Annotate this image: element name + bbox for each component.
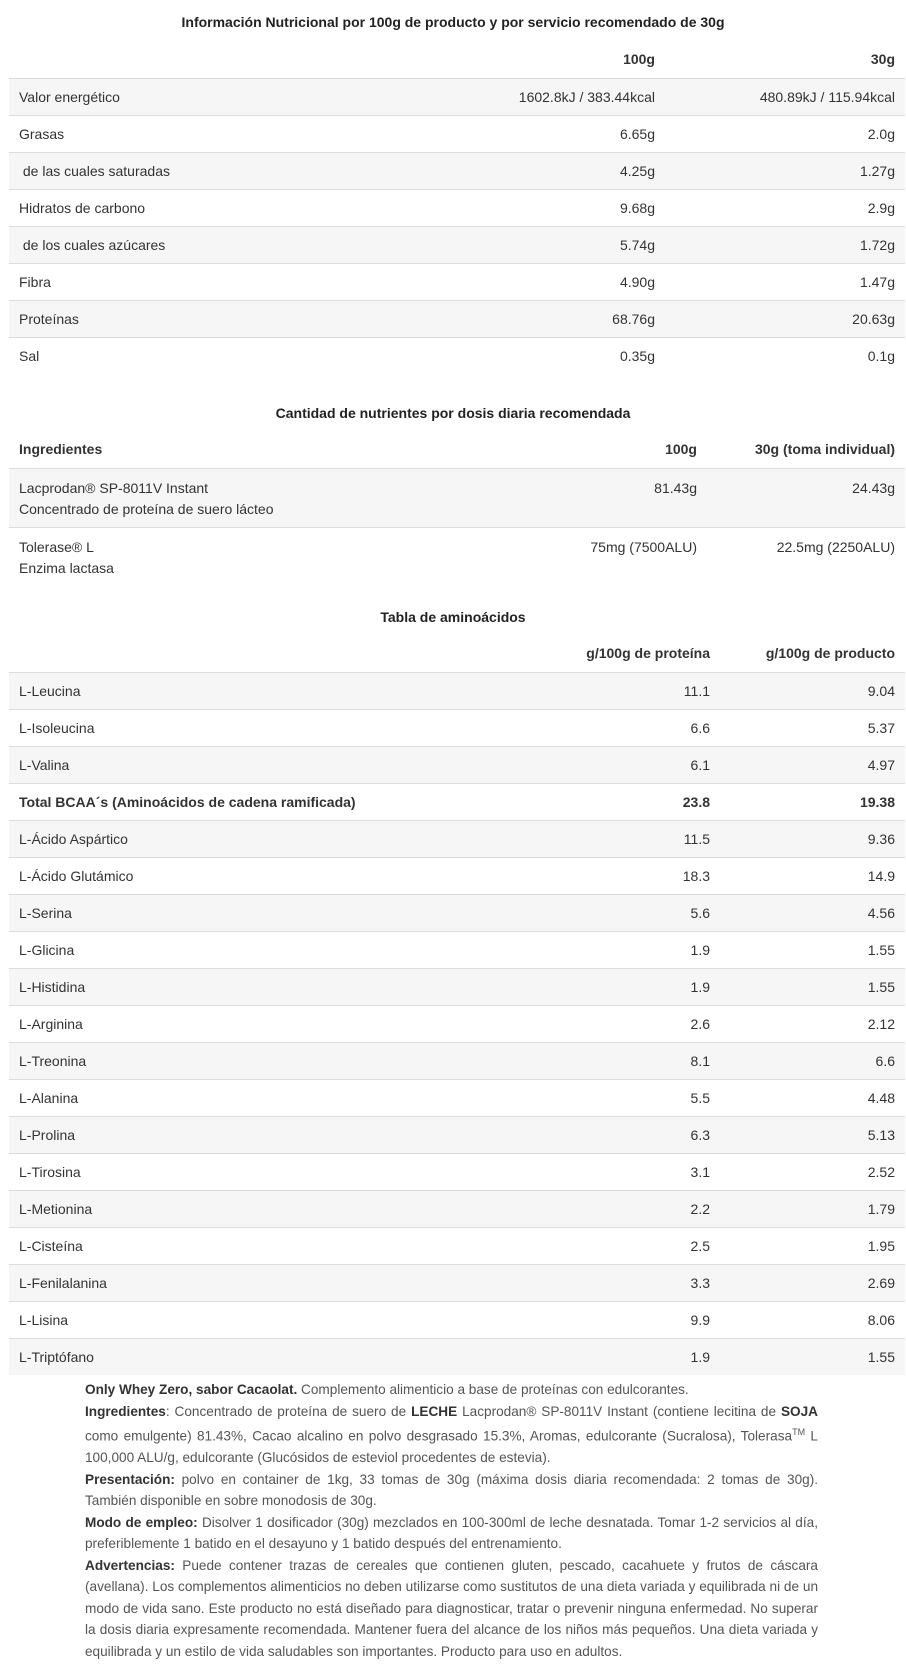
nutrition-row (9, 152, 905, 189)
nutrition-row (9, 115, 905, 152)
presentation-text: polvo en container de 1kg, 33 tomas de 30g (máxima dosis diaria recomendada: 2 tomas de 30g). También disponible en sobre monodosis de 30g. (85, 1471, 818, 1509)
amino-value-product: 8.06 (720, 1301, 905, 1338)
daily-table (9, 431, 905, 586)
presentation-paragraph (85, 1469, 818, 1512)
nutrient-name: Sal (9, 337, 429, 374)
ingredients-text-1: : Concentrado de proteína de suero de (165, 1403, 412, 1419)
product-text: Complemento alimenticio a base de proteínas con edulcorantes. (297, 1382, 689, 1397)
amino-value-protein: 5.6 (514, 894, 720, 931)
nutrient-value-100g: 9.68g (429, 189, 665, 226)
amino-value-protein: 1.9 (514, 1338, 720, 1375)
amino-total-row (9, 783, 905, 820)
nutrient-value-30g: 1.47g (665, 263, 905, 300)
amino-row (9, 820, 905, 857)
amino-value-protein: 9.9 (514, 1301, 720, 1338)
amino-row (9, 672, 905, 709)
nutrition-body (9, 78, 905, 374)
amino-name: L-Tirosina (9, 1153, 514, 1190)
amino-body (9, 672, 905, 1375)
product-notes (85, 1379, 818, 1662)
amino-value-protein: 1.9 (514, 968, 720, 1005)
presentation-label: Presentación: (85, 1471, 175, 1487)
daily-col-ingredients: Ingredientes (19, 441, 103, 458)
amino-value-product: 14.9 (720, 857, 905, 894)
nutrient-name: de las cuales saturadas (9, 152, 429, 189)
nutrient-value-30g: 2.9g (665, 189, 905, 226)
warnings-label: Advertencias: (85, 1557, 175, 1573)
amino-row (9, 746, 905, 783)
amino-value-protein: 2.6 (514, 1005, 720, 1042)
product-name: Only Whey Zero, sabor Cacaolat. (85, 1382, 298, 1397)
amino-row (9, 968, 905, 1005)
nutrition-header-row (9, 40, 905, 78)
amino-value-product: 1.55 (720, 931, 905, 968)
amino-name: L-Alanina (9, 1079, 514, 1116)
amino-row (9, 709, 905, 746)
amino-name: L-Cisteína (9, 1227, 514, 1264)
ingredient-value-30g: 22.5mg (2250ALU) (707, 527, 905, 586)
amino-row (9, 931, 905, 968)
amino-caption: Tabla de aminoácidos (380, 609, 526, 625)
nutrient-name: Valor energético (9, 78, 429, 115)
ingredient-name: Lacprodan® SP-8011V Instant (19, 479, 209, 496)
amino-col-product: g/100g de producto (765, 644, 895, 661)
amino-value-protein: 6.1 (514, 746, 720, 783)
daily-col-100g: 100g (665, 441, 697, 458)
amino-value-product: 9.36 (720, 820, 905, 857)
nutrient-value-100g: 68.76g (429, 300, 665, 337)
amino-row (9, 1264, 905, 1301)
nutrient-name: Hidratos de carbono (9, 189, 429, 226)
amino-row (9, 1338, 905, 1375)
amino-name: L-Metionina (9, 1190, 514, 1227)
amino-value-product: 19.38 (720, 783, 905, 820)
amino-row (9, 1153, 905, 1190)
amino-value-protein: 1.9 (514, 931, 720, 968)
amino-value-product: 4.56 (720, 894, 905, 931)
usage-text: Disolver 1 dosificador (30g) mezclados en 100-300ml de leche desnatada. Tomar 1-2 servicios al día, preferiblemente 1 batido en el desayuno y 1 batido después del entrenamiento. (85, 1514, 818, 1552)
nutrition-row (9, 263, 905, 300)
daily-row (9, 527, 905, 586)
amino-header-row (9, 634, 905, 672)
nutrient-name: Proteínas (9, 300, 429, 337)
nutrition-col-30g: 30g (870, 50, 895, 67)
daily-header-row (9, 431, 905, 468)
nutrition-row (9, 300, 905, 337)
amino-value-product: 5.13 (720, 1116, 905, 1153)
nutrient-value-30g: 1.72g (665, 226, 905, 263)
amino-value-product: 2.12 (720, 1005, 905, 1042)
amino-col-name (9, 634, 514, 672)
trademark-sup: TM (792, 1427, 806, 1437)
amino-name: L-Isoleucina (9, 709, 514, 746)
amino-value-product: 5.37 (720, 709, 905, 746)
amino-name: L-Treonina (9, 1042, 514, 1079)
nutrition-caption: Información Nutricional por 100g de producto y por servicio recomendado de 30g (181, 14, 725, 30)
nutrient-value-30g: 480.89kJ / 115.94kcal (665, 78, 905, 115)
amino-row (9, 1005, 905, 1042)
amino-table (9, 634, 905, 1375)
amino-col-protein: g/100g de proteína (586, 644, 710, 661)
daily-caption: Cantidad de nutrientes por dosis diaria recomendada (275, 405, 631, 421)
usage-paragraph (85, 1512, 818, 1555)
amino-row (9, 1227, 905, 1264)
amino-row (9, 857, 905, 894)
nutrient-value-30g: 20.63g (665, 300, 905, 337)
nutrient-value-100g: 1602.8kJ / 383.44kcal (429, 78, 665, 115)
amino-row (9, 1116, 905, 1153)
ingredient-value-100g: 75mg (7500ALU) (470, 527, 707, 586)
amino-name: L-Prolina (9, 1116, 514, 1153)
ingredient-value-30g: 24.43g (707, 468, 905, 527)
amino-name: L-Glicina (9, 931, 514, 968)
amino-row (9, 1190, 905, 1227)
ingredients-paragraph (85, 1401, 818, 1469)
usage-label: Modo de empleo: (85, 1514, 198, 1530)
ingredient-cell (9, 468, 470, 527)
amino-value-product: 1.79 (720, 1190, 905, 1227)
warnings-text: Puede contener trazas de cereales que contienen gluten, pescado, cacahuete y frutos de cáscara (avellana). Los complementos alimenticios no deben utilizarse como sustitutos de una dieta variada y equilibrada ni de un modo de vida sano. Este producto no está diseñado para diagnosticar, tratar o prevenir ninguna enfermedad. No superar la dosis diaria expresamente recomendada. Mantener fuera del alcance de los niños más pequeños. Una dieta variada y equilibrada y un estilo de vida saludables son importantes. Producto para uso en adultos. (85, 1557, 818, 1659)
ingredient-description: Enzima lactasa (19, 559, 114, 576)
amino-value-protein: 2.2 (514, 1190, 720, 1227)
amino-row (9, 1042, 905, 1079)
amino-name: L-Ácido Aspártico (9, 820, 514, 857)
daily-body (9, 468, 905, 586)
amino-value-protein: 3.3 (514, 1264, 720, 1301)
daily-row (9, 468, 905, 527)
amino-value-protein: 18.3 (514, 857, 720, 894)
ingredients-label: Ingredientes (85, 1403, 166, 1419)
amino-value-protein: 6.3 (514, 1116, 720, 1153)
nutrition-table (9, 40, 905, 374)
product-description (85, 1379, 818, 1401)
amino-row (9, 1301, 905, 1338)
amino-value-product: 1.55 (720, 968, 905, 1005)
ingredient-description: Concentrado de proteína de suero lácteo (19, 500, 274, 517)
ingredient-cell (9, 527, 470, 586)
daily-col-30g: 30g (toma individual) (754, 441, 895, 458)
amino-value-product: 9.04 (720, 672, 905, 709)
amino-name: L-Lisina (9, 1301, 514, 1338)
nutrient-value-30g: 2.0g (665, 115, 905, 152)
amino-name: L-Fenilalanina (9, 1264, 514, 1301)
amino-name: L-Leucina (9, 672, 514, 709)
nutrient-value-30g: 0.1g (665, 337, 905, 374)
amino-value-protein: 23.8 (514, 783, 720, 820)
nutrition-row (9, 78, 905, 115)
amino-name: L-Histidina (9, 968, 514, 1005)
amino-value-protein: 11.1 (514, 672, 720, 709)
amino-value-product: 6.6 (720, 1042, 905, 1079)
nutrient-value-100g: 4.90g (429, 263, 665, 300)
amino-name: L-Ácido Glutámico (9, 857, 514, 894)
amino-value-product: 2.69 (720, 1264, 905, 1301)
amino-name: L-Triptófano (9, 1338, 514, 1375)
amino-value-protein: 11.5 (514, 820, 720, 857)
amino-value-protein: 8.1 (514, 1042, 720, 1079)
allergen-soja: SOJA (780, 1403, 818, 1419)
nutrient-name: Grasas (9, 115, 429, 152)
allergen-leche: LECHE (411, 1403, 458, 1419)
amino-value-protein: 6.6 (514, 709, 720, 746)
amino-value-product: 4.48 (720, 1079, 905, 1116)
ingredient-name: Tolerase® L (19, 538, 94, 555)
amino-value-product: 4.97 (720, 746, 905, 783)
nutrient-value-100g: 5.74g (429, 226, 665, 263)
amino-value-product: 2.52 (720, 1153, 905, 1190)
warnings-paragraph (85, 1555, 818, 1663)
ingredients-text-3: como emulgente) 81.43%, Cacao alcalino en polvo desgrasado 15.3%, Aromas, edulcorante (Sucralosa), Tolerasa (85, 1428, 793, 1444)
ingredients-text-2: Lacprodan® SP-8011V Instant (contiene lecitina de (457, 1403, 781, 1419)
nutrition-row (9, 337, 905, 374)
nutrition-row (9, 189, 905, 226)
amino-name: L-Arginina (9, 1005, 514, 1042)
amino-value-product: 1.55 (720, 1338, 905, 1375)
amino-row (9, 894, 905, 931)
nutrient-value-100g: 6.65g (429, 115, 665, 152)
nutrition-col-name (9, 40, 429, 78)
nutrient-name: Fibra (9, 263, 429, 300)
amino-name: L-Serina (9, 894, 514, 931)
nutrient-value-100g: 0.35g (429, 337, 665, 374)
amino-value-protein: 3.1 (514, 1153, 720, 1190)
amino-name: Total BCAA´s (Aminoácidos de cadena ramificada) (9, 783, 514, 820)
nutrient-value-100g: 4.25g (429, 152, 665, 189)
ingredient-value-100g: 81.43g (470, 468, 707, 527)
nutrient-value-30g: 1.27g (665, 152, 905, 189)
amino-name: L-Valina (9, 746, 514, 783)
nutrition-col-100g: 100g (623, 50, 655, 67)
ingredients-text-4: L 100,000 ALU/g, edulcorante (Glucósidos de esteviol procedentes de estevia). (85, 1428, 818, 1466)
amino-value-protein: 5.5 (514, 1079, 720, 1116)
amino-value-product: 1.95 (720, 1227, 905, 1264)
nutrition-row (9, 226, 905, 263)
nutrient-name: de los cuales azúcares (9, 226, 429, 263)
amino-value-protein: 2.5 (514, 1227, 720, 1264)
amino-row (9, 1079, 905, 1116)
